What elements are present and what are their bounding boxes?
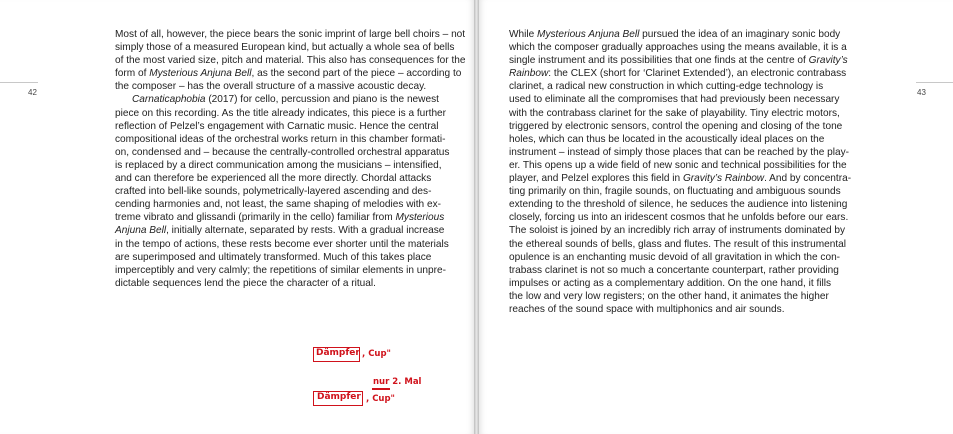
text-line [115, 80, 445, 93]
text-line [509, 211, 849, 224]
body-text: . And by concentra- [764, 173, 852, 185]
body-text: player, and Pelzel explores this field in [509, 173, 683, 185]
annotation-2-underline [372, 388, 390, 390]
italic-title-text: Rainbow [509, 68, 549, 80]
body-text: impulses or acting as a complementary addition. On the one hand, it fills [509, 277, 832, 289]
body-text: triggered by electronic sensors, control the opening and closing of the tone [509, 120, 843, 132]
body-text: treme vibrato and glissandi (primarily in the cello) familiar from [115, 212, 396, 224]
text-line [509, 146, 850, 159]
body-text: which the composer gradually approaches using the means available, it is a [509, 42, 847, 54]
text-line [115, 54, 466, 67]
text-line [509, 41, 847, 54]
text-line [115, 107, 445, 120]
body-text: , initially alternate, separated by rests. With a gradual increase [166, 225, 445, 237]
body-text: While [509, 29, 538, 40]
body-text: in the tempo of actions, these rests become ever shorter until the materials [115, 238, 449, 250]
body-text: instrument – instead of simply those places that can be reached by the play- [509, 146, 850, 158]
body-text: er. This opens up a wide field of new sonic and technical possibilities for the [509, 159, 847, 171]
text-line [509, 251, 844, 264]
text-line [509, 238, 847, 251]
body-text: extending to the threshold of silence, he seduces the audience into listening [509, 199, 848, 211]
body-text: single instrument and its possibilities that one finds at the centre of [509, 55, 809, 67]
text-line [115, 93, 445, 106]
annotation-2-boxed-text: Dämpfer [317, 392, 361, 402]
body-text: reaches of the sound space with multiphonics and air sounds. [509, 303, 785, 315]
italic-title-text: Gravity’s [808, 55, 848, 67]
text-line [509, 264, 844, 277]
text-line [115, 211, 445, 224]
body-text: closely, forcing us into an iridescent cosmos that he unfolds before our ears. [509, 212, 849, 224]
text-line [115, 67, 462, 80]
italic-title-text: Mysterious [395, 212, 445, 224]
body-text: form of [115, 68, 150, 80]
body-text: imperceptibly and very calmly; the repetitions of similar elements in unpre- [115, 264, 446, 276]
body-text: the ethereal sounds of bells, glass and flutes. The result of this instrumental [509, 238, 847, 250]
text-line [509, 290, 844, 303]
left-margin-rule [0, 82, 38, 83]
text-line [509, 198, 848, 211]
body-text: pursued the idea of an imaginary sonic body [639, 29, 841, 40]
text-line [509, 54, 848, 67]
body-text: opulence is an enchanting music devoid of all gravitation in which the con- [509, 251, 841, 263]
text-line [509, 159, 847, 172]
body-text: ting primarily on thin, fragile sounds, on fluctuating and ambiguous sounds [509, 186, 841, 198]
text-line [115, 133, 445, 146]
text-line [509, 303, 844, 316]
body-text: holes, which can thus be located in the acoustically ideal places on the [509, 133, 825, 145]
right-page-number: 43 [917, 88, 926, 97]
text-line [509, 120, 844, 133]
body-text: crafted into bell-like sounds, polymetrically-layered ascending and des- [115, 186, 432, 198]
text-line [115, 28, 466, 41]
italic-title-text: Mysterious Anjuna Bell [537, 29, 640, 40]
text-line [115, 264, 445, 277]
text-line [115, 185, 445, 198]
body-text: trabass clarinet is not so much a concertante counterpart, rather providing [509, 264, 839, 276]
text-line [509, 67, 847, 80]
italic-title-text: Carnaticaphobia [132, 94, 206, 106]
text-line [115, 238, 449, 251]
text-line [115, 41, 455, 54]
left-page-number: 42 [28, 88, 37, 97]
text-line [509, 80, 844, 93]
text-line [509, 277, 844, 290]
text-line [509, 28, 844, 41]
text-line [509, 133, 844, 146]
body-text: : the CLEX (short for ‘Clarinet Extended’), an electronic contrabass [548, 68, 847, 80]
italic-title-text: Gravity’s Rainbow [682, 173, 765, 185]
text-line [509, 172, 852, 185]
body-text: dictable sequences lend the piece the character of a ritual. [115, 277, 376, 289]
annotation-2-text: , Cup" [366, 394, 395, 404]
body-text: the composer – has the overall structure of a massive acoustic decay. [115, 81, 427, 93]
text-line [115, 198, 445, 211]
body-text: cending harmonies and, not least, the same shaping of melodies with ex- [115, 199, 441, 211]
body-text: compositional ideas of the orchestral works return in this chamber formati- [115, 133, 446, 145]
left-body-text [115, 28, 466, 290]
right-body-text [509, 28, 852, 316]
text-line [115, 172, 445, 185]
body-text: of the most varied size, pitch and material. This also has consequences for the [115, 55, 466, 67]
text-line [509, 185, 844, 198]
text-line [115, 120, 445, 133]
text-line [509, 224, 844, 237]
text-line [509, 107, 844, 120]
body-text: on, condensed and – because the centrally-controlled orchestral apparatus [115, 146, 450, 158]
annotation-1-text: , Cup" [362, 349, 391, 359]
body-text: Most of all, however, the piece bears the sonic imprint of large bell choirs – not [115, 29, 466, 40]
body-text: , as the second part of the piece – according to [251, 68, 462, 80]
italic-title-text: Anjuna Bell [115, 225, 167, 237]
body-text: piece on this recording. As the title already indicates, this piece is a further [115, 107, 447, 119]
text-line [115, 251, 445, 264]
text-line [115, 159, 445, 172]
text-line [509, 93, 844, 106]
text-line [115, 224, 445, 237]
body-text: the low and very low registers; on the other hand, it animates the higher [509, 290, 829, 302]
annotation-1-boxed-text: Dämpfer [316, 348, 360, 358]
body-text: with the contrabass clarinet for the sake of playability. Tiny electric motors, [509, 107, 840, 119]
body-text: clarinet, a radical new construction in which cutting-edge technology is [509, 81, 824, 93]
body-text: reflection of Pelzel’s engagement with Carnatic music. Hence the central [115, 120, 439, 132]
body-text: The soloist is joined by an incredibly rich array of instruments dominated by [509, 225, 846, 237]
body-text: used to eliminate all the compromises that had previously been necessary [509, 94, 840, 106]
body-text: simply those of a measured European kind, but actually a whole sea of bells [115, 42, 455, 54]
text-line [115, 277, 445, 290]
text-line [115, 146, 450, 159]
italic-title-text: Mysterious Anjuna Bell [149, 68, 252, 80]
body-text: is replaced by a direct communication among the musicians – intensified, [115, 159, 442, 171]
annotation-2-note-text: nur 2. Mal [373, 377, 422, 387]
body-text: are superimposed and ultimately transformed. Much of this takes place [115, 251, 432, 263]
body-text: (2017) for cello, percussion and piano is the newest [205, 94, 439, 106]
right-margin-rule [916, 82, 953, 83]
body-text: and can therefore be experienced all the more directly. Chordal attacks [115, 173, 432, 185]
